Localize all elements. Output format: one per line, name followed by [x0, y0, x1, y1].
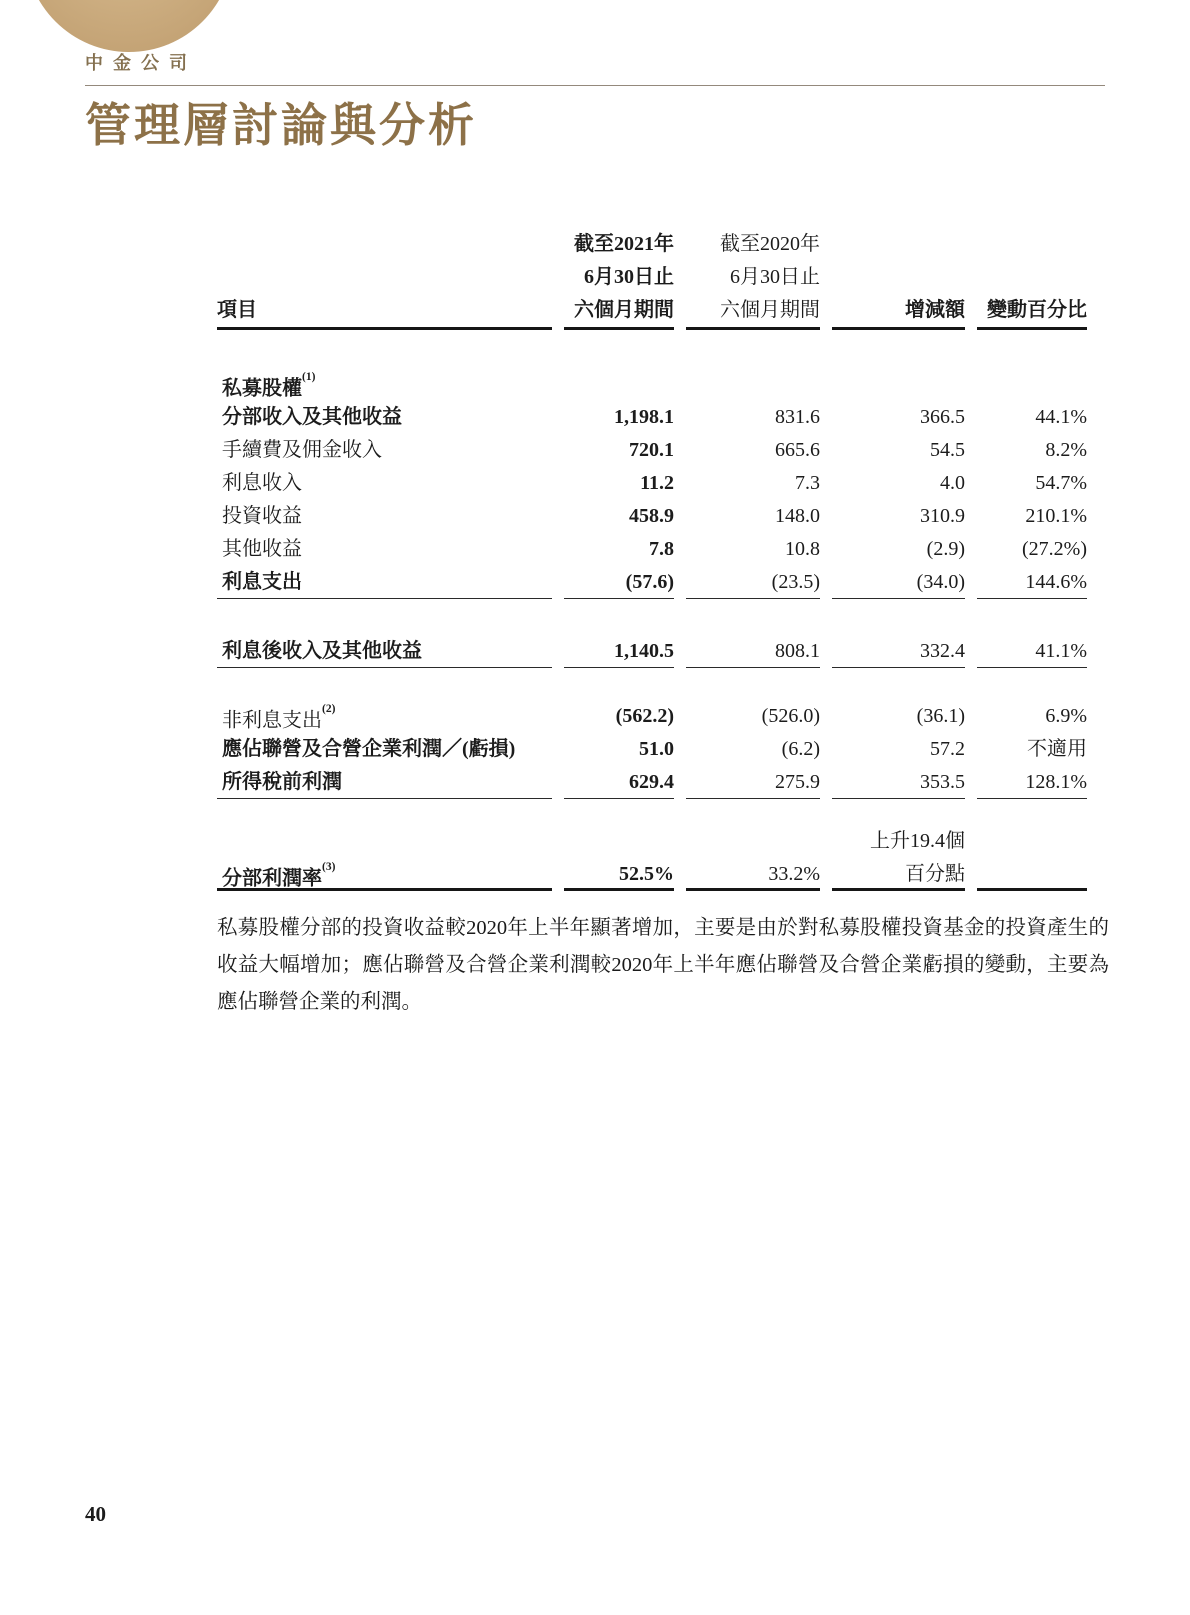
- row-label: 利息後收入及其他收益: [217, 635, 552, 668]
- column-header-line: 六個月期間: [720, 299, 820, 321]
- column-header-change: [832, 228, 965, 330]
- value-cell: 52.5%: [564, 858, 674, 891]
- value-cell: [686, 825, 820, 858]
- column-header-line: [832, 261, 965, 294]
- value-cell: (23.5): [686, 566, 820, 599]
- value-cell: 353.5: [832, 766, 965, 799]
- value-cell: (57.6): [564, 566, 674, 599]
- page-header: [85, 54, 1105, 152]
- value-cell: [564, 825, 674, 858]
- footnote-marker: (2): [322, 703, 336, 715]
- table-row: [217, 635, 1087, 668]
- column-header-line: [832, 228, 965, 261]
- table-row: [217, 533, 1087, 566]
- value-cell: 458.9: [629, 505, 674, 527]
- footnote-marker: (1): [302, 371, 316, 383]
- row-label: 所得稅前利潤: [217, 766, 552, 799]
- value-cell: 8.2%: [1045, 439, 1087, 461]
- value-cell: 831.6: [775, 406, 820, 428]
- column-header-line: 項目: [217, 299, 257, 321]
- row-label: 其他收益: [222, 538, 302, 560]
- row-label: 應佔聯營及合營企業利潤／(虧損): [222, 738, 516, 760]
- table-row: [217, 467, 1087, 500]
- value-cell: 上升19.4個: [870, 830, 965, 852]
- column-header-line: [217, 261, 552, 294]
- table-row: [217, 368, 1087, 401]
- value-cell: 1,198.1: [614, 406, 674, 428]
- row-label: 利息支出: [217, 566, 552, 599]
- column-header-line: [217, 228, 552, 261]
- company-name: 中金公司: [85, 53, 197, 73]
- footnote-marker: (3): [322, 861, 336, 873]
- value-cell: 332.4: [832, 635, 965, 668]
- row-label: 私募股權$^{(1)}$: [222, 371, 316, 400]
- value-cell: (36.1): [916, 705, 965, 727]
- table-spacer: [217, 330, 1087, 368]
- value-cell: 41.1%: [977, 635, 1087, 668]
- column-header-line: 六個月期間: [574, 299, 674, 321]
- table-row: [217, 434, 1087, 467]
- value-cell: 7.3: [795, 472, 820, 494]
- table-row: [217, 401, 1087, 434]
- page-title: 管理層討論與分析: [85, 100, 477, 151]
- value-cell: 7.8: [649, 538, 674, 560]
- value-cell: [977, 858, 1087, 891]
- table-spacer: [217, 799, 1087, 825]
- column-header-line: [977, 261, 1087, 294]
- value-cell: 144.6%: [977, 566, 1087, 599]
- column-header-h2020: [686, 228, 820, 330]
- row-label: 利息收入: [222, 472, 302, 494]
- row-label: 分部利潤率$^{(3)}$: [217, 858, 552, 891]
- table-row: [217, 858, 1087, 891]
- value-cell: 808.1: [686, 635, 820, 668]
- value-cell: 128.1%: [977, 766, 1087, 799]
- value-cell: 1,140.5: [564, 635, 674, 668]
- page-number: 40: [85, 1502, 106, 1526]
- value-cell: 6.9%: [1045, 705, 1087, 727]
- row-label: 分部收入及其他收益: [222, 406, 402, 428]
- column-header-h2021: [564, 228, 674, 330]
- table-spacer: [217, 599, 1087, 635]
- company-logo-circle: [25, 0, 233, 52]
- value-cell: [977, 368, 1087, 401]
- row-label: 手續費及佣金收入: [222, 439, 382, 461]
- value-cell: 310.9: [920, 505, 965, 527]
- value-cell: 665.6: [775, 439, 820, 461]
- value-cell: [832, 368, 965, 401]
- value-cell: 4.0: [940, 472, 965, 494]
- value-cell: (526.0): [761, 705, 820, 727]
- financial-table: [217, 228, 1087, 891]
- value-cell: 11.2: [640, 472, 674, 494]
- value-cell: 275.9: [686, 766, 820, 799]
- value-cell: 44.1%: [1035, 406, 1087, 428]
- value-cell: [977, 825, 1087, 858]
- row-label: 非利息支出$^{(2)}$: [222, 703, 336, 732]
- value-cell: 57.2: [930, 738, 965, 760]
- value-cell: (34.0): [832, 566, 965, 599]
- value-cell: (2.9): [926, 538, 965, 560]
- commentary-paragraph: 私募股權分部的投資收益較2020年上半年顯著增加，主要是由於對私募股權投資基金的投資產生的收益大幅增加；應佔聯營及合營企業利潤較2020年上半年應佔聯營及合營企業虧損的變動，主要為應佔聯營企業的利潤。: [217, 917, 1109, 1013]
- table-spacer: [217, 668, 1087, 700]
- table-row: [217, 733, 1087, 766]
- value-cell: 54.7%: [1035, 472, 1087, 494]
- column-header-line: [977, 228, 1087, 261]
- column-header-pct: [977, 228, 1087, 330]
- table-header-row: [217, 228, 1087, 330]
- column-header-line: 變動百分比: [987, 299, 1087, 321]
- value-cell: 629.4: [564, 766, 674, 799]
- value-cell: 54.5: [930, 439, 965, 461]
- table-row: [217, 825, 1087, 858]
- column-header-line: 6月30日止: [730, 266, 820, 288]
- column-header-line: 增減額: [905, 299, 965, 321]
- column-header-line: 截至2020年: [720, 233, 820, 255]
- table-row: [217, 766, 1087, 799]
- value-cell: [686, 368, 820, 401]
- value-cell: (6.2): [781, 738, 820, 760]
- value-cell: [564, 368, 674, 401]
- value-cell: 148.0: [775, 505, 820, 527]
- table-row: [217, 500, 1087, 533]
- row-label: [217, 825, 552, 858]
- value-cell: 10.8: [785, 538, 820, 560]
- header-divider: [85, 85, 1105, 86]
- value-cell: (27.2%): [1022, 538, 1087, 560]
- column-header-line: 6月30日止: [584, 266, 674, 288]
- value-cell: 33.2%: [686, 858, 820, 891]
- table-row: [217, 566, 1087, 599]
- table-row: [217, 700, 1087, 733]
- value-cell: 不適用: [1027, 738, 1087, 760]
- value-cell: (562.2): [615, 705, 674, 727]
- row-label: 投資收益: [222, 505, 302, 527]
- value-cell: 百分點: [832, 858, 965, 891]
- value-cell: 210.1%: [1025, 505, 1087, 527]
- column-header-item: [217, 228, 552, 330]
- value-cell: 51.0: [639, 738, 674, 760]
- value-cell: 720.1: [629, 439, 674, 461]
- value-cell: 366.5: [920, 406, 965, 428]
- column-header-line: 截至2021年: [574, 233, 674, 255]
